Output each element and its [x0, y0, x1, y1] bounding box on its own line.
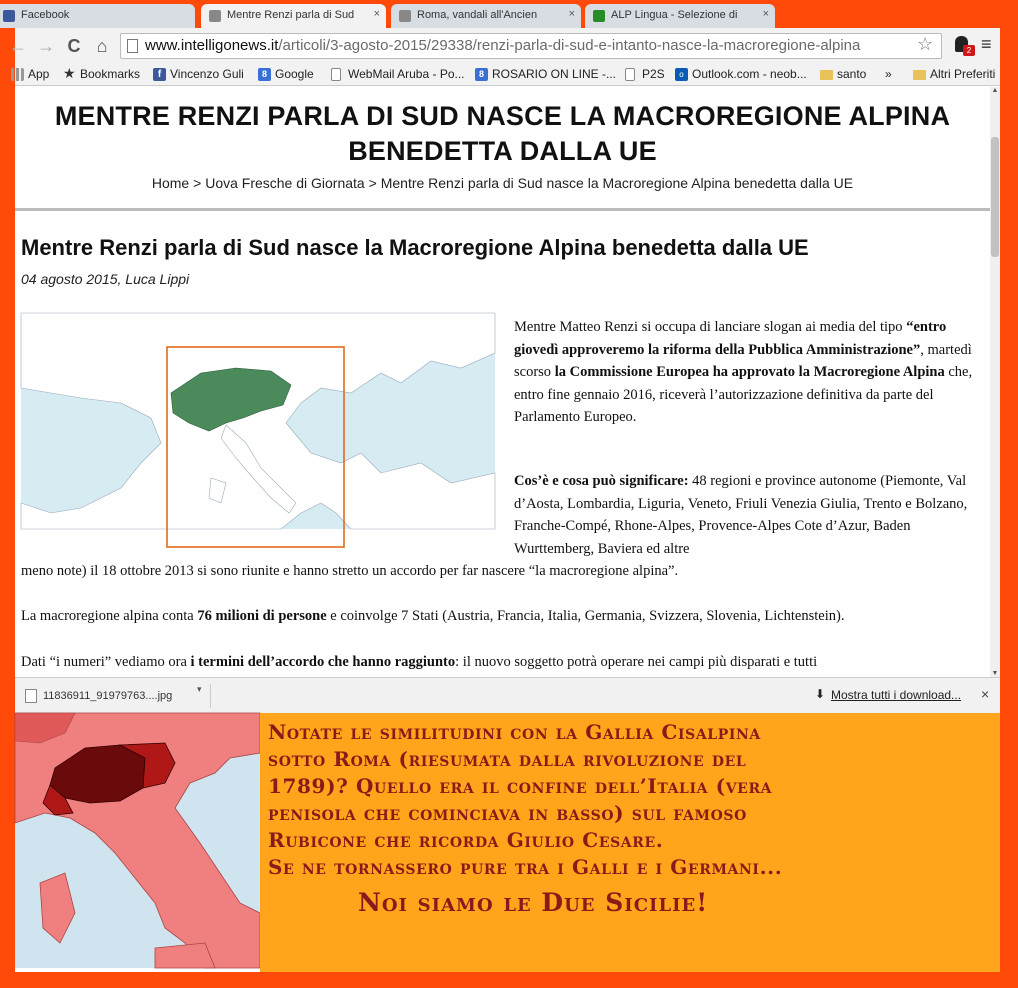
download-arrow-icon: ⬇: [815, 687, 826, 701]
page-icon: [593, 10, 605, 22]
url-bar[interactable]: [120, 33, 942, 59]
commentary-line: Se ne tornassero pure tra i Galli e i Germani...: [268, 855, 783, 879]
commentary-line: Notate le similitudini con la Gallia Cisalpina: [268, 720, 761, 744]
show-all-downloads-link[interactable]: ⬇ Mostra tutti i download...: [815, 687, 962, 702]
bookmark-app[interactable]: App: [11, 66, 49, 82]
article-title: Mentre Renzi parla di Sud nasce la Macroregione Alpina benedetta dalla UE: [21, 235, 809, 260]
folder-icon: [913, 70, 926, 80]
tab-label: Facebook: [21, 9, 70, 21]
bookmark-overflow[interactable]: »: [885, 67, 892, 81]
bookmark-webmail[interactable]: WebMail Aruba - Po...: [331, 66, 465, 82]
tab-alp[interactable]: [585, 4, 775, 28]
bookmarks-bar: [15, 64, 1000, 86]
download-options-icon[interactable]: ▾: [197, 684, 202, 694]
page-scrollbar[interactable]: [990, 87, 1000, 677]
divider: [15, 208, 990, 211]
commentary-text-box: [260, 713, 1000, 972]
reload-button[interactable]: C: [67, 36, 81, 56]
bookmark-santo[interactable]: santo: [820, 66, 866, 82]
web-page: [15, 87, 990, 677]
commentary-closing: Noi siamo le Due Sicilie!: [358, 888, 709, 917]
tab-label: Mentre Renzi parla di Sud: [227, 9, 355, 21]
scroll-up-icon[interactable]: ▲: [991, 87, 999, 94]
screenshot-frame: [9, 0, 1000, 972]
download-item[interactable]: [23, 684, 211, 708]
site-title: MENTRE RENZI PARLA DI SUD NASCE LA MACROREGIONE ALPINA BENEDETTA DALLA UE: [54, 101, 951, 166]
close-icon[interactable]: ×: [373, 8, 380, 20]
download-filename: 11836911_91979763....jpg: [43, 690, 173, 702]
tab-strip: [15, 0, 1000, 28]
home-button[interactable]: ⌂: [96, 36, 108, 56]
page-icon: [209, 10, 221, 22]
commentary-line: penisola che cominciava in basso) sul famoso: [268, 801, 747, 825]
tab-label: ALP Lingua - Selezione di: [611, 9, 738, 21]
paragraph-3: La macroregione alpina conta 76 milioni di persone e coinvolge 7 Stati (Austria, Francia, Italia, Germania, Svizzera, Slovenia, Lichtenstein).: [21, 608, 845, 624]
paragraph-2: Cos’è e cosa può significare: 48 regioni e province autonome (Piemonte, Val d’Aosta, Lombardia, Liguria, Veneto, Friuli Venezia Giulia, Trento e Bolzano, Franche-Compé, Rhone-Alpes, Provence-Alpes Cote d’Azur, Baden Wurttemberg, Baviera ed altre: [514, 473, 968, 557]
tab-label: Roma, vandali all'Ancien: [417, 9, 538, 21]
folder-icon: [820, 70, 833, 80]
google-icon: 8: [475, 68, 488, 81]
scrollbar-thumb[interactable]: [991, 137, 999, 257]
url-domain: www.intelligonews.it: [145, 37, 279, 54]
apps-icon: [11, 68, 24, 81]
breadcrumb-section[interactable]: Uova Fresche di Giornata: [205, 175, 365, 191]
back-button[interactable]: ←: [9, 36, 27, 56]
scroll-down-icon[interactable]: ▼: [991, 670, 999, 677]
commentary-line: Rubicone che ricorda Giulio Cesare.: [268, 828, 664, 852]
tab-facebook[interactable]: [0, 4, 195, 28]
outlook-icon: o: [675, 68, 688, 81]
bookmark-bookmarks[interactable]: ★ Bookmarks: [63, 65, 141, 81]
page-icon: [331, 68, 341, 81]
commentary-overlay: [15, 713, 1000, 972]
star-icon: ★: [63, 65, 76, 81]
close-download-shelf-button[interactable]: ×: [981, 686, 990, 702]
url-path: /articoli/3-agosto-2015/29338/renzi-parla-di-sud-e-intanto-nasce-la-macroregione-alpina: [278, 37, 861, 54]
bookmark-star-icon[interactable]: ☆: [917, 34, 934, 54]
page-icon: [399, 10, 411, 22]
breadcrumb-home[interactable]: Home: [151, 175, 190, 191]
breadcrumb-current: Mentre Renzi parla di Sud nasce la Macroregione Alpina benedetta dalla UE: [380, 175, 854, 191]
paragraph-2-continued: meno note) il 18 ottobre 2013 si sono riunite e hanno stretto un accordo per far nascere “la macroregione alpina”.: [21, 563, 679, 579]
browser-toolbar: [9, 28, 1000, 64]
tab-roma[interactable]: [391, 4, 581, 28]
download-shelf: [15, 677, 1000, 713]
breadcrumb: Home > Uova Fresche di Giornata > Mentre Renzi parla di Sud nasce la Macroregione Alpina benedetta dalla UE: [151, 175, 854, 191]
paragraph-4: Dati “i numeri” vediamo ora i termini dell’accordo che hanno raggiunto: il nuovo soggetto potrà operare nei campi più disparati e tutti: [21, 654, 818, 670]
bookmark-altri-preferiti[interactable]: Altri Preferiti: [913, 66, 995, 82]
facebook-icon: f: [153, 68, 166, 81]
close-icon[interactable]: ×: [762, 8, 769, 20]
menu-icon[interactable]: ≡: [981, 34, 992, 54]
page-icon: [625, 68, 635, 81]
image-file-icon: [25, 689, 37, 703]
bookmark-vincenzo-guli[interactable]: f Vincenzo Guli: [153, 66, 244, 82]
extension-badge: 2: [963, 45, 975, 56]
tab-article[interactable]: [201, 4, 386, 28]
close-icon[interactable]: ×: [568, 8, 575, 20]
page-icon: [127, 39, 138, 53]
bookmark-rosario[interactable]: 8 ROSARIO ON LINE -...: [475, 66, 616, 82]
facebook-icon: [3, 10, 15, 22]
paragraph-1: Mentre Matteo Renzi si occupa di lanciare slogan ai media del tipo “entro giovedì approveremo la riforma della Pubblica Amministrazione”, martedì scorso la Commissione Europea ha approvato la Macroregione Alpina che, entro fine gennaio 2016, riceverà l’autorizzazione definitiva da parte del Parlamento Europeo.: [514, 319, 973, 425]
gallia-cisalpina-map-image: [15, 713, 260, 968]
google-icon: 8: [258, 68, 271, 81]
article-byline: 04 agosto 2015, Luca Lippi: [21, 271, 190, 287]
bookmark-google[interactable]: 8 Google: [258, 66, 314, 82]
commentary-line: sotto Roma (riesumata dalla rivoluzione del: [268, 747, 747, 771]
bookmark-p2s[interactable]: P2S: [625, 66, 665, 82]
forward-button[interactable]: →: [37, 36, 55, 56]
macroregion-map-image: [21, 313, 495, 529]
extension-icon[interactable]: [953, 34, 973, 56]
commentary-line: 1789)? Quello era il confine dell’Italia (vera: [268, 774, 773, 798]
bookmark-outlook[interactable]: o Outlook.com - neob...: [675, 66, 807, 82]
